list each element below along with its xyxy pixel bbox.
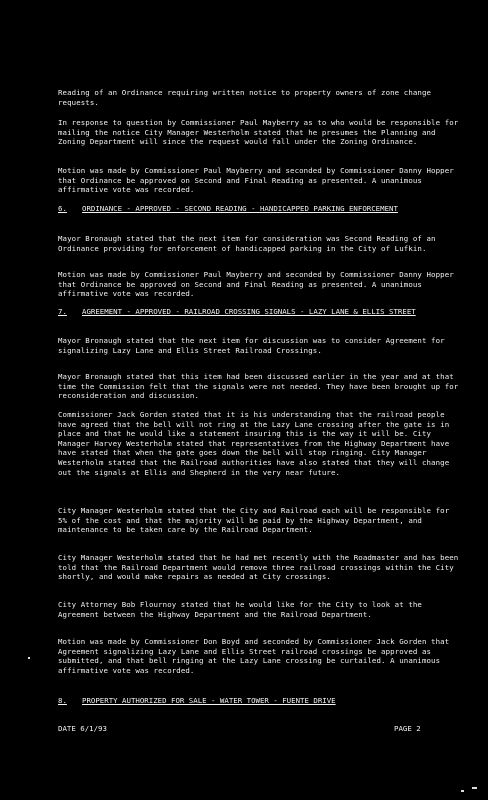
footer-date: DATE 6/1/93 <box>58 724 107 733</box>
item-8-title: PROPERTY AUTHORIZED FOR SALE - WATER TOWER - FUENTE DRIVE <box>82 696 336 705</box>
paragraph-signal-agreement: Mayor Bronaugh stated that the next item for discussion was to consider Agreement for signalizing Lazy Lane and Ellis Street Railroad Crossings. <box>58 336 445 355</box>
paragraph-motion-handicapped: Motion was made by Commissioner Paul Mayberry and seconded by Commissioner Danny Hopper that Ordinance be approved on Second and Final Reading as presented. A unanimous affirmative vote was recorded. <box>58 270 454 299</box>
paragraph-earlier-discussion: Mayor Bronaugh stated that this item had been discussed earlier in the year and at that time the Commission felt that the signals were not needed. They have been brought up for reconsideration and discussion. <box>58 372 459 401</box>
item-8-number: 8. <box>58 696 67 705</box>
paragraph-handicapped-reading: Mayor Bronaugh stated that the next item for consideration was Second Reading of an Ordinance providing for enforcement of handicapped parking in the City of Lufkin. <box>58 234 436 253</box>
paragraph-zone-change-notice: Reading of an Ordinance requiring written notice to property owners of zone change requests. <box>58 88 432 107</box>
paragraph-cost-sharing: City Manager Westerholm stated that the City and Railroad each will be responsible for 5% of the cost and that the majority will be paid by the Highway Department, and maintenance to be taken care by the Railroad Department. <box>58 506 450 535</box>
paragraph-question-mailing: In response to question by Commissioner Paul Mayberry as to who would be responsible for mailing the notice City Manager Westerholm stated that he presumes the Planning and Zoning Department will since the request would fall under the Zoning Ordinance. <box>58 118 459 147</box>
item-6-number: 6. <box>58 204 67 213</box>
paragraph-motion-zone-ordinance: Motion was made by Commissioner Paul Mayberry and seconded by Commissioner Danny Hopper that Ordinance be approved on Second and Final Reading as presented. A unanimous affirmative vote was recorded. <box>58 166 454 195</box>
item-6-heading <box>58 204 460 214</box>
footer-page-number: PAGE 2 <box>394 724 421 733</box>
item-6-title: ORDINANCE - APPROVED - SECOND READING - HANDICAPPED PARKING ENFORCEMENT <box>82 204 398 213</box>
scan-speck <box>28 657 30 659</box>
item-7-number: 7. <box>58 307 67 316</box>
item-7-heading <box>58 307 460 317</box>
paragraph-roadmaster: City Manager Westerholm stated that he had met recently with the Roadmaster and has been told that the Railroad Department would remove three railroad crossings within the City shortly, and would make repairs as needed at City crossings. <box>58 553 459 582</box>
item-7-title: AGREEMENT - APPROVED - RAILROAD CROSSING SIGNALS - LAZY LANE & ELLIS STREET <box>82 307 416 316</box>
paragraph-bell-statement: Commissioner Jack Gorden stated that it is his understanding that the railroad people have agreed that the bell will not ring at the Lazy Lane crossing after the gate is in place and that he would like a statement insuring this is the way it will be. City Manager Harvey Westerholm stated that representatives from the Highway Department have have stated that when the gate goes down the bell will stop ringing. City Manager Westerholm stated that the Railroad authorities have also stated that they will change out the signals at Ellis and Shepherd in the very near future. <box>58 410 450 477</box>
paragraph-motion-signals: Motion was made by Commissioner Don Boyd and seconded by Commissioner Jack Gorden that Agreement signalizing Lazy Lane and Ellis Street railroad crossings be approved as submitted, and that bell ringing at the Lazy Lane crossing be curtailed. A unanimous affirmative vote was recorded. <box>58 637 450 675</box>
paragraph-city-attorney: City Attorney Bob Flournoy stated that he would like for the City to look at the Agreement between the Highway Department and the Railroad Department. <box>58 600 422 619</box>
scan-speck <box>461 790 464 792</box>
scan-speck <box>472 787 477 789</box>
item-8-heading <box>58 696 460 706</box>
